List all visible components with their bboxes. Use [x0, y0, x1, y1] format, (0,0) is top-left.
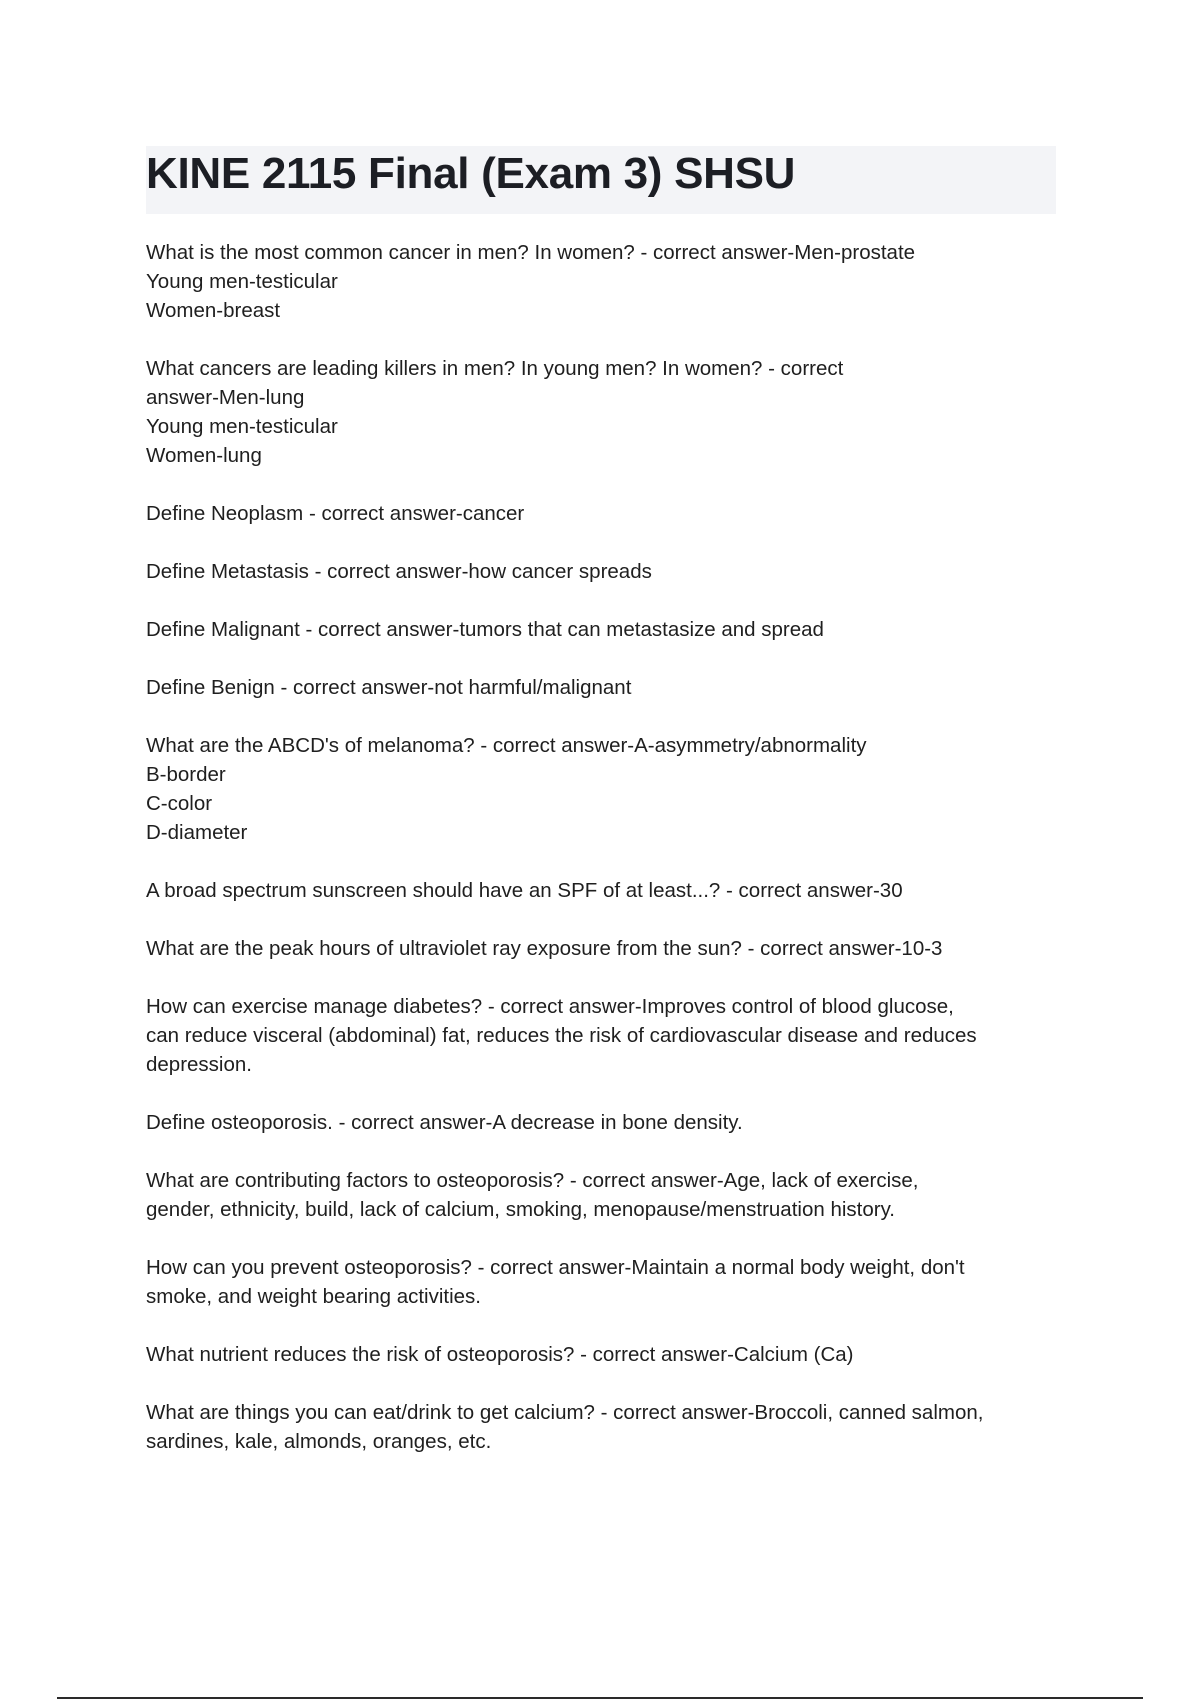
qa-list [146, 238, 1066, 1485]
qa-item: What are the ABCD's of melanoma? - correct answer-A-asymmetry/abnormality B-border C-color D-diameter [146, 734, 867, 844]
qa-item: A broad spectrum sunscreen should have an SPF of at least...? - correct answer-30 [146, 879, 903, 902]
qa-item: How can exercise manage diabetes? - correct answer-Improves control of blood glucose, can reduce visceral (abdominal) fat, reduces the risk of cardiovascular disease and reduces depression. [146, 995, 977, 1076]
title-banner [146, 146, 1056, 214]
qa-item: What cancers are leading killers in men? In young men? In women? - correct answer-Men-lung Young men-testicular Women-lung [146, 357, 844, 467]
qa-item: What nutrient reduces the risk of osteoporosis? - correct answer-Calcium (Ca) [146, 1343, 854, 1366]
qa-item: Define Malignant - correct answer-tumors that can metastasize and spread [146, 618, 824, 641]
document-title: KINE 2115 Final (Exam 3) SHSU [146, 149, 796, 198]
qa-item: How can you prevent osteoporosis? - correct answer-Maintain a normal body weight, don't smoke, and weight bearing activities. [146, 1256, 965, 1308]
qa-item: What are things you can eat/drink to get calcium? - correct answer-Broccoli, canned salmon, sardines, kale, almonds, oranges, etc. [146, 1401, 984, 1453]
page-divider [57, 1697, 1143, 1699]
qa-item: Define Metastasis - correct answer-how cancer spreads [146, 560, 652, 583]
qa-item: What are contributing factors to osteoporosis? - correct answer-Age, lack of exercise, gender, ethnicity, build, lack of calcium, smoking, menopause/menstruation history. [146, 1169, 919, 1221]
qa-item: Define Benign - correct answer-not harmful/malignant [146, 676, 632, 699]
qa-item: What are the peak hours of ultraviolet ray exposure from the sun? - correct answer-10-3 [146, 937, 943, 960]
qa-item: What is the most common cancer in men? In women? - correct answer-Men-prostate Young men-testicular Women-breast [146, 241, 916, 322]
qa-item: Define Neoplasm - correct answer-cancer [146, 502, 525, 525]
qa-item: Define osteoporosis. - correct answer-A decrease in bone density. [146, 1111, 743, 1134]
